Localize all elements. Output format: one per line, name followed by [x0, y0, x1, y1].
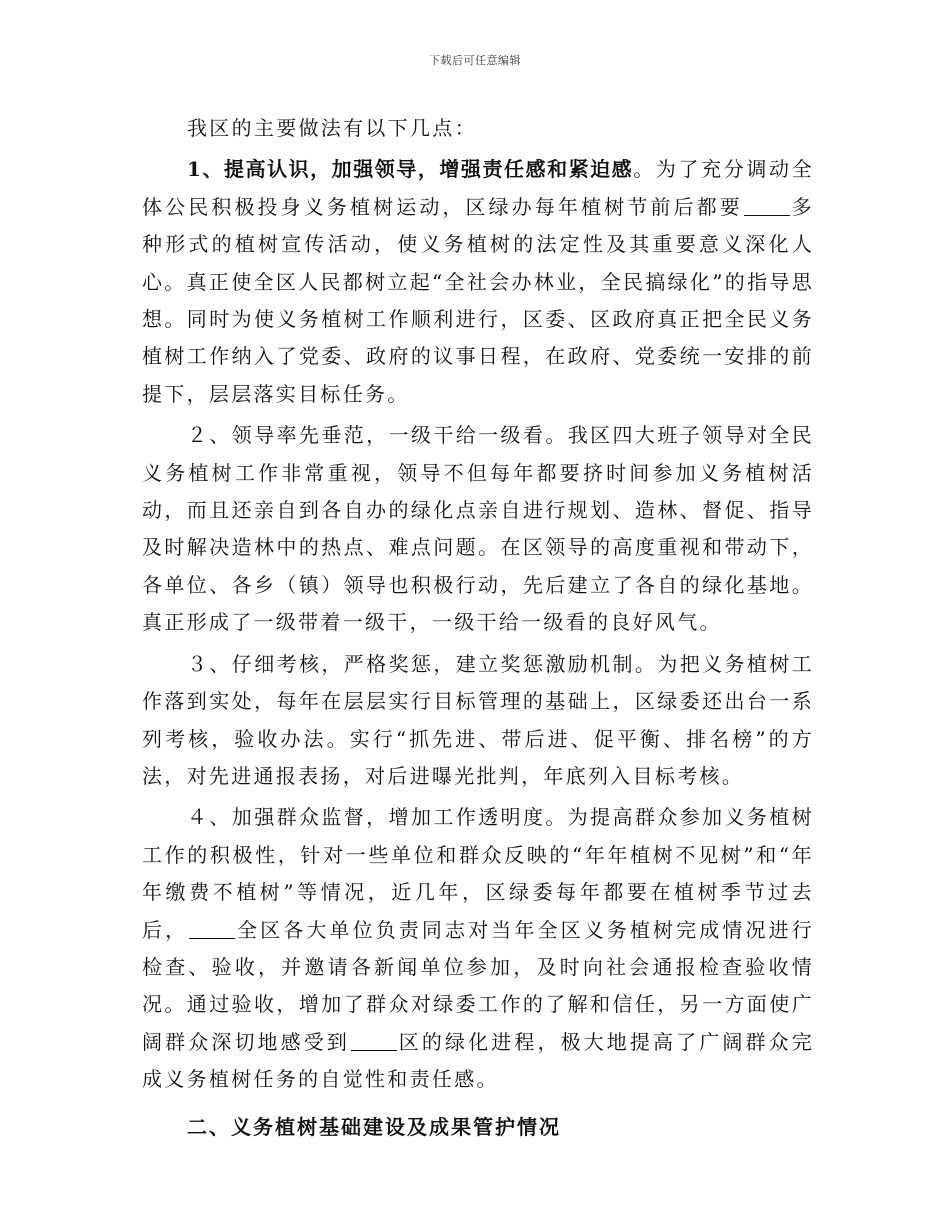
section-heading: 二、义务植树基础建设及成果管护情况 [187, 1114, 561, 1139]
blank-line [189, 920, 235, 939]
paragraph-4-text-a: ４、加强群众监督，增加工作透明度。为提高群众参加义务植树工作的积极性，针对一些单位和群众反映的“年年植树不见树”和“年年缴费不植树”等情况，近几年，区绿委每年都要在植树季节过去后， [142, 805, 814, 942]
paragraph-1-text-b: 多种形式的植树宣传活动，使义务植树的法定性及其重要意义深化人心。真正使全区人民都树立起“全社会办林业，全民搞绿化”的指导思想。同时为使义务植树工作顺利进行，区委、区政府真正把全民义务植树工作纳入了党委、政府的议事日程，在政府、党委统一安排的前提下，层层落实目标任务。 [142, 194, 814, 406]
paragraph-2: ２、领导率先垂范，一级干给一级看。我区四大班子领导对全民义务植树工作非常重视，领导不但每年都要挤时间参加义务植树活动，而且还亲自到各自办的绿化点亲自进行规划、造林、督促、指导及时解决造林中的热点、难点问题。在区领导的高度重视和带动下，各单位、各乡（镇）领导也积极行动，先后建立了各自的绿化基地。真正形成了一级带着一级干，一级干给一级看的良好风气。 [142, 423, 814, 635]
page-header: 下载后可任意编辑 [429, 54, 521, 67]
paragraph-1-title: 1、提高认识，加强领导，增强责任感和紧迫感 [187, 157, 634, 182]
blank-line [351, 1032, 397, 1051]
intro-paragraph: 我区的主要做法有以下几点： [187, 116, 477, 140]
paragraph-1 [142, 151, 814, 413]
paragraph-4 [142, 799, 814, 1098]
paragraph-1-text-a: 。为了充分调动全体公民积极投身义务植树运动，区绿办每年植树节前后都要 [142, 157, 814, 219]
paragraph-3: ３、仔细考核，严格奖惩，建立奖惩激励机制。为把义务植树工作落到实处，每年在层层实行目标管理的基础上，区绿委还出台一系列考核，验收办法。实行“抓先进、带后进、促平衡、排名榜”的方法，对先进通报表扬，对后进曝光批判，年底列入目标考核。 [142, 651, 814, 788]
blank-line [744, 197, 790, 216]
document-body [142, 110, 814, 1146]
paragraph-4-text-c: 区的绿化进程，极大地提高了广阔群众完成义务植树任务的自觉性和责任感。 [142, 1029, 814, 1092]
paragraph-4-text-b: 全区各大单位负责同志对当年全区义务植树完成情况进行检查、验收，并邀请各新闻单位参加，及时向社会通报检查验收情况。通过验收，增加了群众对绿委工作的了解和信任，另一方面使广阔群众深切地感受到 [142, 917, 815, 1054]
